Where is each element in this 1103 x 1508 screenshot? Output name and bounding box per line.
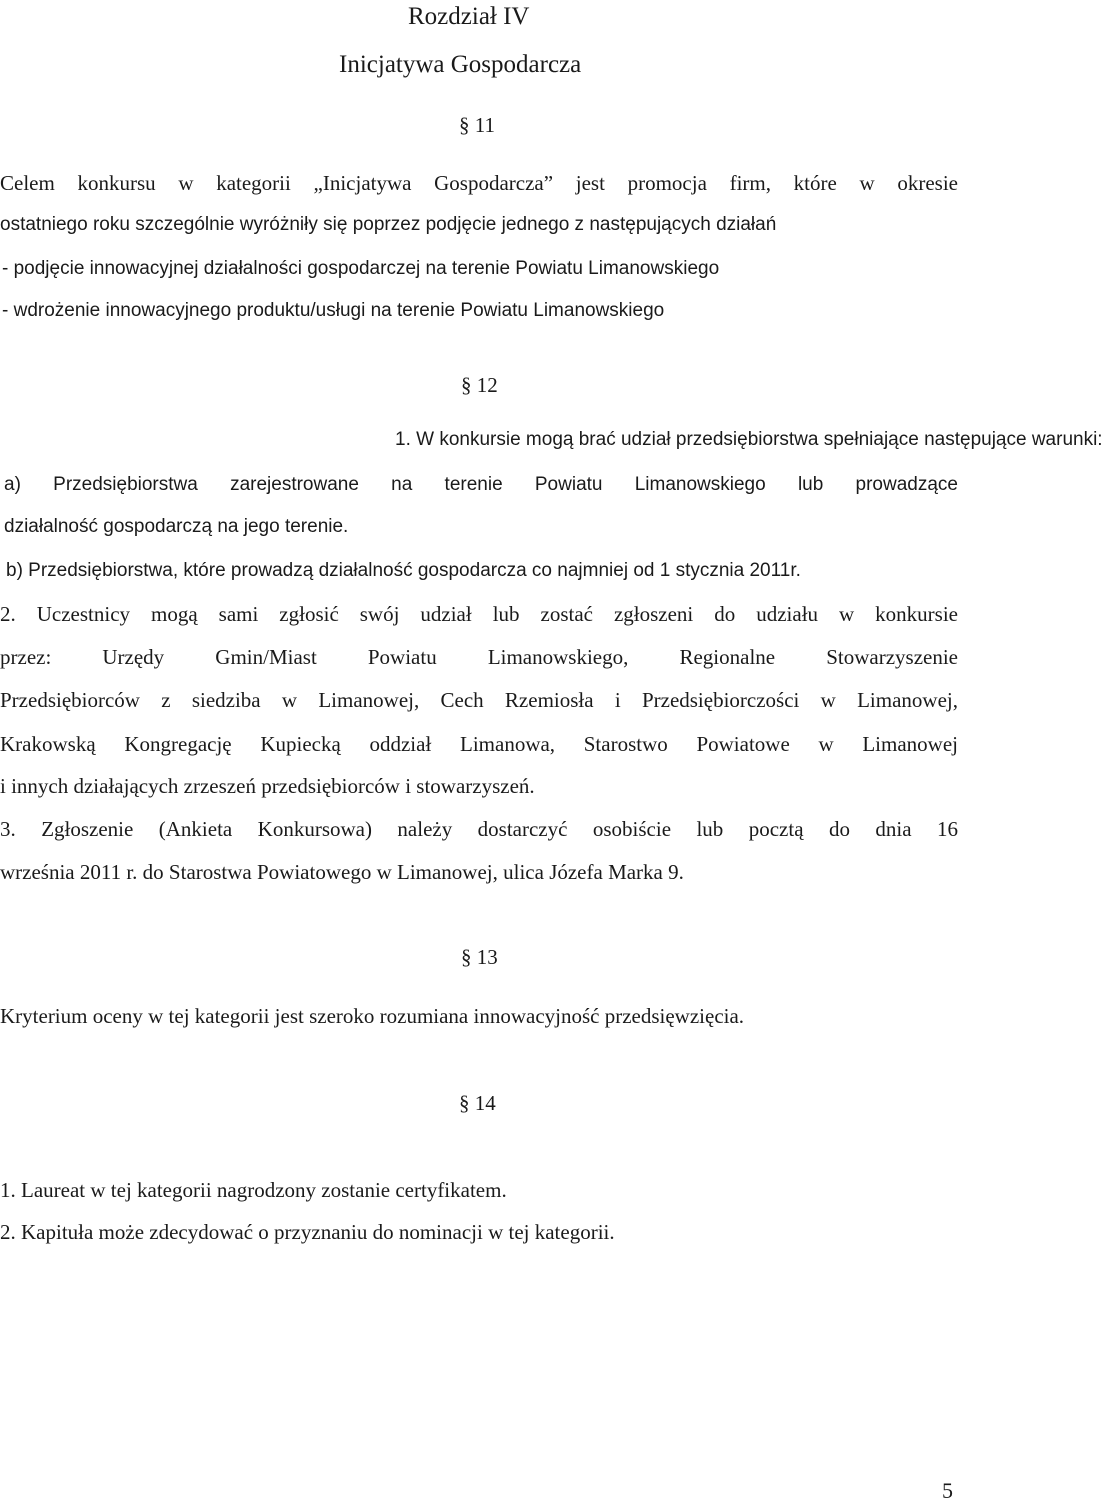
section-14-heading: § 14 <box>459 1091 496 1115</box>
section-13-line: Kryterium oceny w tej kategorii jest szeroko rozumiana innowacyjność przedsięwzięcia. <box>0 1004 745 1028</box>
chapter-title: Inicjatywa Gospodarcza <box>339 51 582 78</box>
section-12-line: działalność gospodarczą na jego terenie. <box>4 516 349 537</box>
section-12-line: przez: Urzędy Gmin/Miast Powiatu Limanowskiego, Regionalne Stowarzyszenie <box>0 645 958 669</box>
section-12-line: września 2011 r. do Starostwa Powiatowego w Limanowej, ulica Józefa Marka 9. <box>0 860 684 884</box>
section-13-heading: § 13 <box>461 945 498 969</box>
section-12-heading: § 12 <box>461 373 498 397</box>
section-12-line: 2. Uczestnicy mogą sami zgłosić swój udział lub zostać zgłoszeni do udziału w konkursie <box>0 602 958 626</box>
section-11-heading: § 11 <box>459 113 495 137</box>
section-11-line: Celem konkursu w kategorii „Inicjatywa Gospodarcza” jest promocja firm, które w okresie <box>0 171 958 195</box>
section-11-line: ostatniego roku szczególnie wyróżniły się poprzez podjęcie jednego z następujących działań <box>0 214 777 235</box>
section-12-line: i innych działających zrzeszeń przedsiębiorców i stowarzyszeń. <box>0 774 535 798</box>
chapter-number: Rozdział IV <box>408 3 530 30</box>
page-number: 5 <box>942 1478 953 1503</box>
section-12-line: Przedsiębiorców z siedziba w Limanowej, Cech Rzemiosła i Przedsiębiorczości w Limanowej, <box>0 688 958 712</box>
section-12-line: 3. Zgłoszenie (Ankieta Konkursowa) należy dostarczyć osobiście lub pocztą do dnia 16 <box>0 817 958 841</box>
section-12-line: Krakowską Kongregację Kupiecką oddział Limanowa, Starostwo Powiatowe w Limanowej <box>0 732 958 756</box>
section-12-line: b) Przedsiębiorstwa, które prowadzą działalność gospodarcza co najmniej od 1 stycznia 2011r. <box>6 560 801 581</box>
section-12-line: 1. W konkursie mogą brać udział przedsiębiorstwa spełniające następujące warunki: <box>395 429 1103 450</box>
section-14-line: 1. Laureat w tej kategorii nagrodzony zostanie certyfikatem. <box>0 1178 507 1202</box>
section-14-line: 2. Kapituła może zdecydować o przyznaniu do nominacji w tej kategorii. <box>0 1220 615 1244</box>
section-12-line: a) Przedsiębiorstwa zarejestrowane na terenie Powiatu Limanowskiego lub prowadzące <box>4 474 958 495</box>
section-11-line: - wdrożenie innowacyjnego produktu/usługi na terenie Powiatu Limanowskiego <box>2 300 665 321</box>
section-11-line: - podjęcie innowacyjnej działalności gospodarczej na terenie Powiatu Limanowskiego <box>2 258 720 279</box>
